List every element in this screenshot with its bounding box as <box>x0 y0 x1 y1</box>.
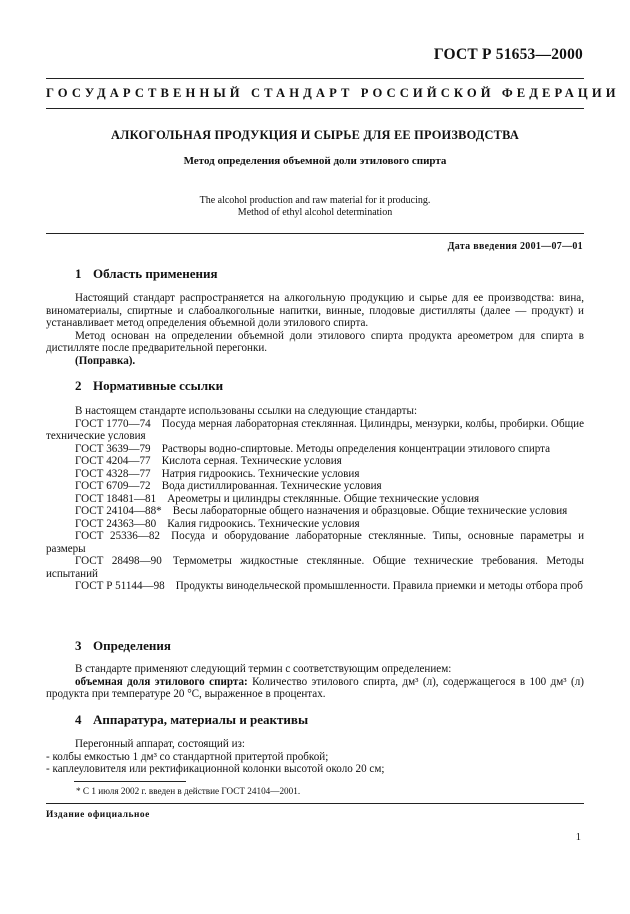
reference-code: ГОСТ 1770—74 <box>75 417 151 430</box>
footnote-rule <box>74 781 186 782</box>
reference-title: Кислота серная. Технические условия <box>161 455 342 467</box>
reference-code: ГОСТ 24104—88* <box>75 505 162 517</box>
section-title: Нормативные ссылки <box>93 378 224 393</box>
section-heading-4 <box>75 712 308 728</box>
intro-date-rule <box>46 233 584 234</box>
section-number: 4 <box>75 712 82 727</box>
header-top-rule <box>46 78 584 79</box>
section-4-body <box>46 738 584 776</box>
paragraph: В стандарте применяют следующий термин с соответствующим определением: <box>75 663 452 675</box>
reference-code: ГОСТ 6709—72 <box>75 480 151 492</box>
footer-rule <box>46 803 584 804</box>
reference-title: Вода дистиллированная. Технические условия <box>161 480 382 492</box>
reference-title: Посуда и оборудование лабораторные стеклянные. Типы, основные параметры и размеры <box>46 530 585 555</box>
organization-header: ГОСУДАРСТВЕННЫЙ СТАНДАРТ РОССИЙСКОЙ ФЕДЕРАЦИИ <box>46 86 620 100</box>
reference-code: ГОСТ 3639—79 <box>75 442 151 455</box>
reference-item <box>46 580 584 593</box>
section-title: Определения <box>93 638 171 653</box>
reference-item <box>46 418 584 443</box>
document-title: АЛКОГОЛЬНАЯ ПРОДУКЦИЯ И СЫРЬЕ ДЛЯ ЕЕ ПРОИЗВОДСТВА <box>111 128 519 142</box>
reference-code: ГОСТ 18481—81 <box>75 492 157 505</box>
list-item: - каплеуловителя или ректификационной колонки высотой около 20 см; <box>46 763 385 775</box>
document-subtitle: Метод определения объемной доли этилового спирта <box>183 155 447 167</box>
footnote: * С 1 июля 2002 г. введен в действие ГОСТ 24104—2001. <box>76 786 301 796</box>
section-number: 1 <box>75 266 82 281</box>
english-title <box>46 195 584 219</box>
reference-title: Растворы водно-спиртовые. Методы определения концентрации этилового спирта <box>161 442 551 455</box>
reference-code: ГОСТ 4204—77 <box>75 455 151 467</box>
reference-code: ГОСТ 25336—82 <box>75 530 160 542</box>
section-number: 2 <box>75 378 82 393</box>
reference-title: Ареометры и цилиндры стеклянные. Общие технические условия <box>167 492 480 505</box>
section-1-body <box>46 292 584 367</box>
reference-item <box>46 443 584 456</box>
edition-label: Издание официальное <box>46 810 150 820</box>
reference-code: ГОСТ 24363—80 <box>75 517 157 530</box>
reference-item <box>46 468 584 481</box>
page-number: 1 <box>575 832 581 843</box>
reference-item <box>46 455 584 468</box>
paragraph: В настоящем стандарте использованы ссылки на следующие стандарты: <box>75 405 418 417</box>
reference-item <box>46 530 584 555</box>
reference-title: Продукты винодельческой промышленности. Правила приемки и методы отбора проб <box>175 580 583 592</box>
paragraph: Метод основан на определении объемной доли этилового спирта продукта ареометром для спирта в дистилляте после предварительной перегонки. <box>46 329 584 354</box>
reference-list <box>46 418 584 593</box>
reference-title: Термометры жидкостные стеклянные. Общие технические требования. Методы испытаний <box>46 555 585 580</box>
reference-title: Натрия гидроокись. Технические условия <box>161 467 360 480</box>
english-title-line: Method of ethyl alcohol determination <box>237 207 393 218</box>
reference-item <box>46 505 584 518</box>
header-bottom-rule <box>46 108 584 109</box>
section-title: Область применения <box>93 266 218 281</box>
paragraph: Перегонный аппарат, состоящий из: <box>75 738 245 750</box>
definition-paragraph <box>46 676 584 701</box>
section-heading-2 <box>75 378 223 394</box>
reference-code: ГОСТ 28498—90 <box>75 555 162 567</box>
reference-item <box>46 518 584 531</box>
section-number: 3 <box>75 638 82 653</box>
reference-code: ГОСТ 4328—77 <box>75 467 151 480</box>
reference-title: Посуда мерная лабораторная стеклянная. Цилиндры, мензурки, колбы, пробирки. Общие технические условия <box>46 417 584 442</box>
definition-text: Количество этилового спирта, дм³ (л), содержащегося в 100 дм³ (л) продукта при температуре 20 °С, выраженное в процентах. <box>46 675 584 700</box>
paragraph: Настоящий стандарт распространяется на алкогольную продукцию и сырье для ее производства: вина, виноматериалы, спиртные и слабоалкогольные напитки, винные, плодовые дистилляты (далее — продукт) и устанавливает метод определения объемной доли этилового спирта. <box>46 292 584 329</box>
section-2-body <box>46 405 584 593</box>
reference-code: ГОСТ Р 51144—98 <box>75 580 165 592</box>
standard-number: ГОСТ Р 51653—2000 <box>433 46 583 63</box>
section-3-body <box>46 663 584 701</box>
list-item: - колбы емкостью 1 дм³ со стандартной притертой пробкой; <box>46 750 329 763</box>
section-title: Аппаратура, материалы и реактивы <box>93 712 309 727</box>
introduction-date: Дата введения 2001—07—01 <box>447 241 583 252</box>
section-heading-3 <box>75 638 171 654</box>
amendment-note: (Поправка). <box>75 354 136 367</box>
reference-title: Калия гидроокись. Технические условия <box>167 517 360 530</box>
reference-item <box>46 480 584 493</box>
section-heading-1 <box>75 266 217 282</box>
reference-item <box>46 555 584 580</box>
reference-item <box>46 493 584 506</box>
english-title-line: The alcohol production and raw material for it producing. <box>199 195 431 206</box>
defined-term: объемная доля этилового спирта: <box>75 675 248 688</box>
reference-title: Весы лабораторные общего назначения и образцовые. Общие технические условия <box>172 505 568 517</box>
